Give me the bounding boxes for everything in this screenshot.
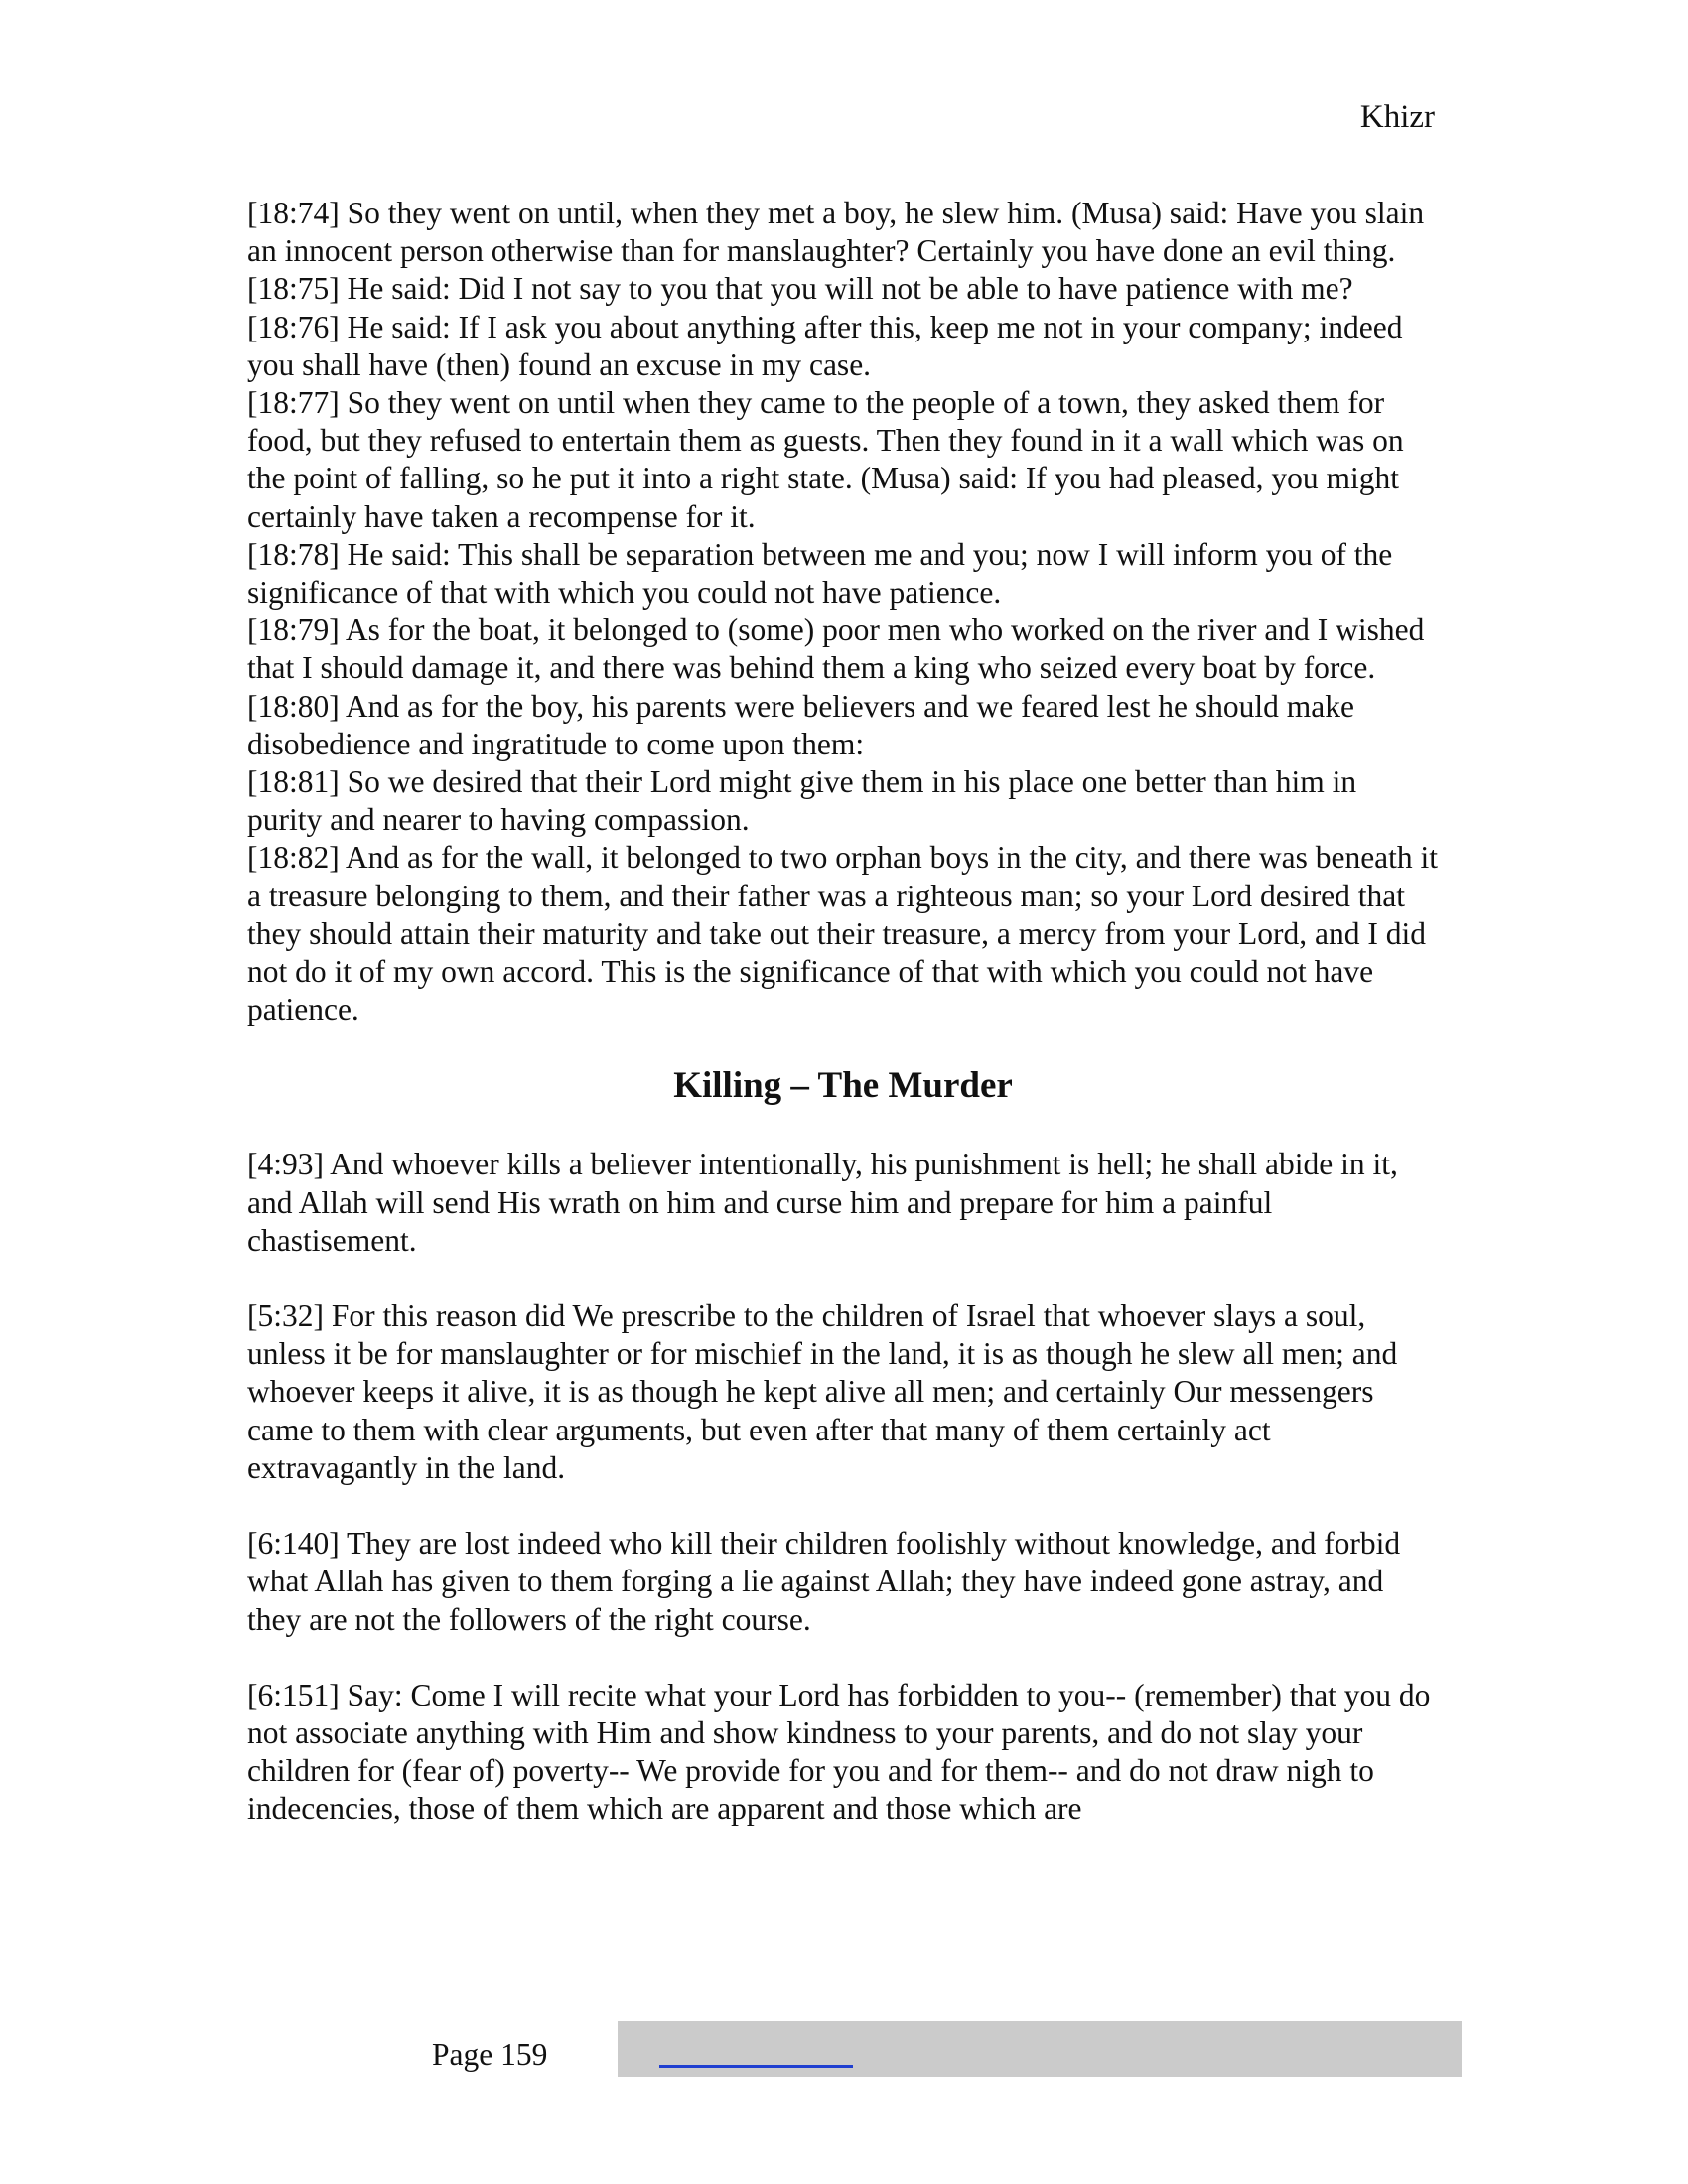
verse-18-77: [18:77] So they went on until when they came to the people of a town, they asked them for food, but they refused to entertain them as guests. Then they found in it a wall which was on the point of falling, so he put it into a right state. (Musa) said: If you had pleased, you might certainly have taken a recompense for it. xyxy=(247,385,1404,534)
footer-gray-bar xyxy=(618,2021,1462,2077)
running-header-title: Khizr xyxy=(1359,99,1435,135)
verse-6-151: [6:151] Say: Come I will recite what your Lord has forbidden to you-- (remember) that you do not associate anything with Him and show kindness to your parents, and do not slay your children for (fear of) poverty-- We provide for you and for them-- and do not draw nigh to indecencies, those of them which are apparent and those which are xyxy=(247,1677,1431,1827)
verse-18-81: [18:81] So we desired that their Lord might give them in his place one better than him in purity and nearer to having compassion. xyxy=(247,764,1357,838)
page-number: Page 159 xyxy=(432,2037,548,2072)
page-body xyxy=(247,195,1439,1829)
verse-5-32: [5:32] For this reason did We prescribe to the children of Israel that whoever slays a soul, unless it be for manslaughter or for mischief in the land, it is as though he slew all men; and whoever keeps it alive, it is as though he kept alive all men; and certainly Our messengers came to them with clear arguments, but even after that many of them certainly act extravagantly in the land. xyxy=(247,1298,1398,1485)
verse-18-79: [18:79] As for the boat, it belonged to (some) poor men who worked on the river and I wished that I should damage it, and there was behind them a king who seized every boat by force. xyxy=(247,613,1425,686)
verse-6-140: [6:140] They are lost indeed who kill their children foolishly without knowledge, and forbid what Allah has given to them forging a lie against Allah; they have indeed gone astray, and they are not the followers of the right course. xyxy=(247,1526,1401,1637)
verse-18-75: [18:75] He said: Did I not say to you that you will not be able to have patience with me? xyxy=(247,271,1353,307)
verse-18-78: [18:78] He said: This shall be separation between me and you; now I will inform you of the significance of that with which you could not have patience. xyxy=(247,536,1393,611)
section-heading: Killing – The Murder xyxy=(673,1065,1013,1107)
verse-4-93: [4:93] And whoever kills a believer intentionally, his punishment is hell; he shall abide in it, and Allah will send His wrath on him and curse him and prepare for him a painful chastisement. xyxy=(247,1147,1398,1258)
verse-18-82: [18:82] And as for the wall, it belonged to two orphan boys in the city, and there was beneath it a treasure belonging to them, and their father was a righteous man; so your Lord desired that they should attain their maturity and take out their treasure, a mercy from your Lord, and I did not do it of my own accord. This is the significance of that with which you could not have patience. xyxy=(247,840,1439,1027)
verse-18-74: [18:74] So they went on until, when they met a boy, he slew him. (Musa) said: Have you slain an innocent person otherwise than for manslaughter? Certainly you have done an evil thing. xyxy=(247,196,1425,269)
verse-18-80: [18:80] And as for the boy, his parents were believers and we feared lest he should make disobedience and ingratitude to come upon them: xyxy=(247,688,1354,761)
verse-18-76: [18:76] He said: If I ask you about anything after this, keep me not in your company; indeed you shall have (then) found an excuse in my case. xyxy=(247,309,1403,382)
footer-link-underline[interactable] xyxy=(659,2065,853,2068)
